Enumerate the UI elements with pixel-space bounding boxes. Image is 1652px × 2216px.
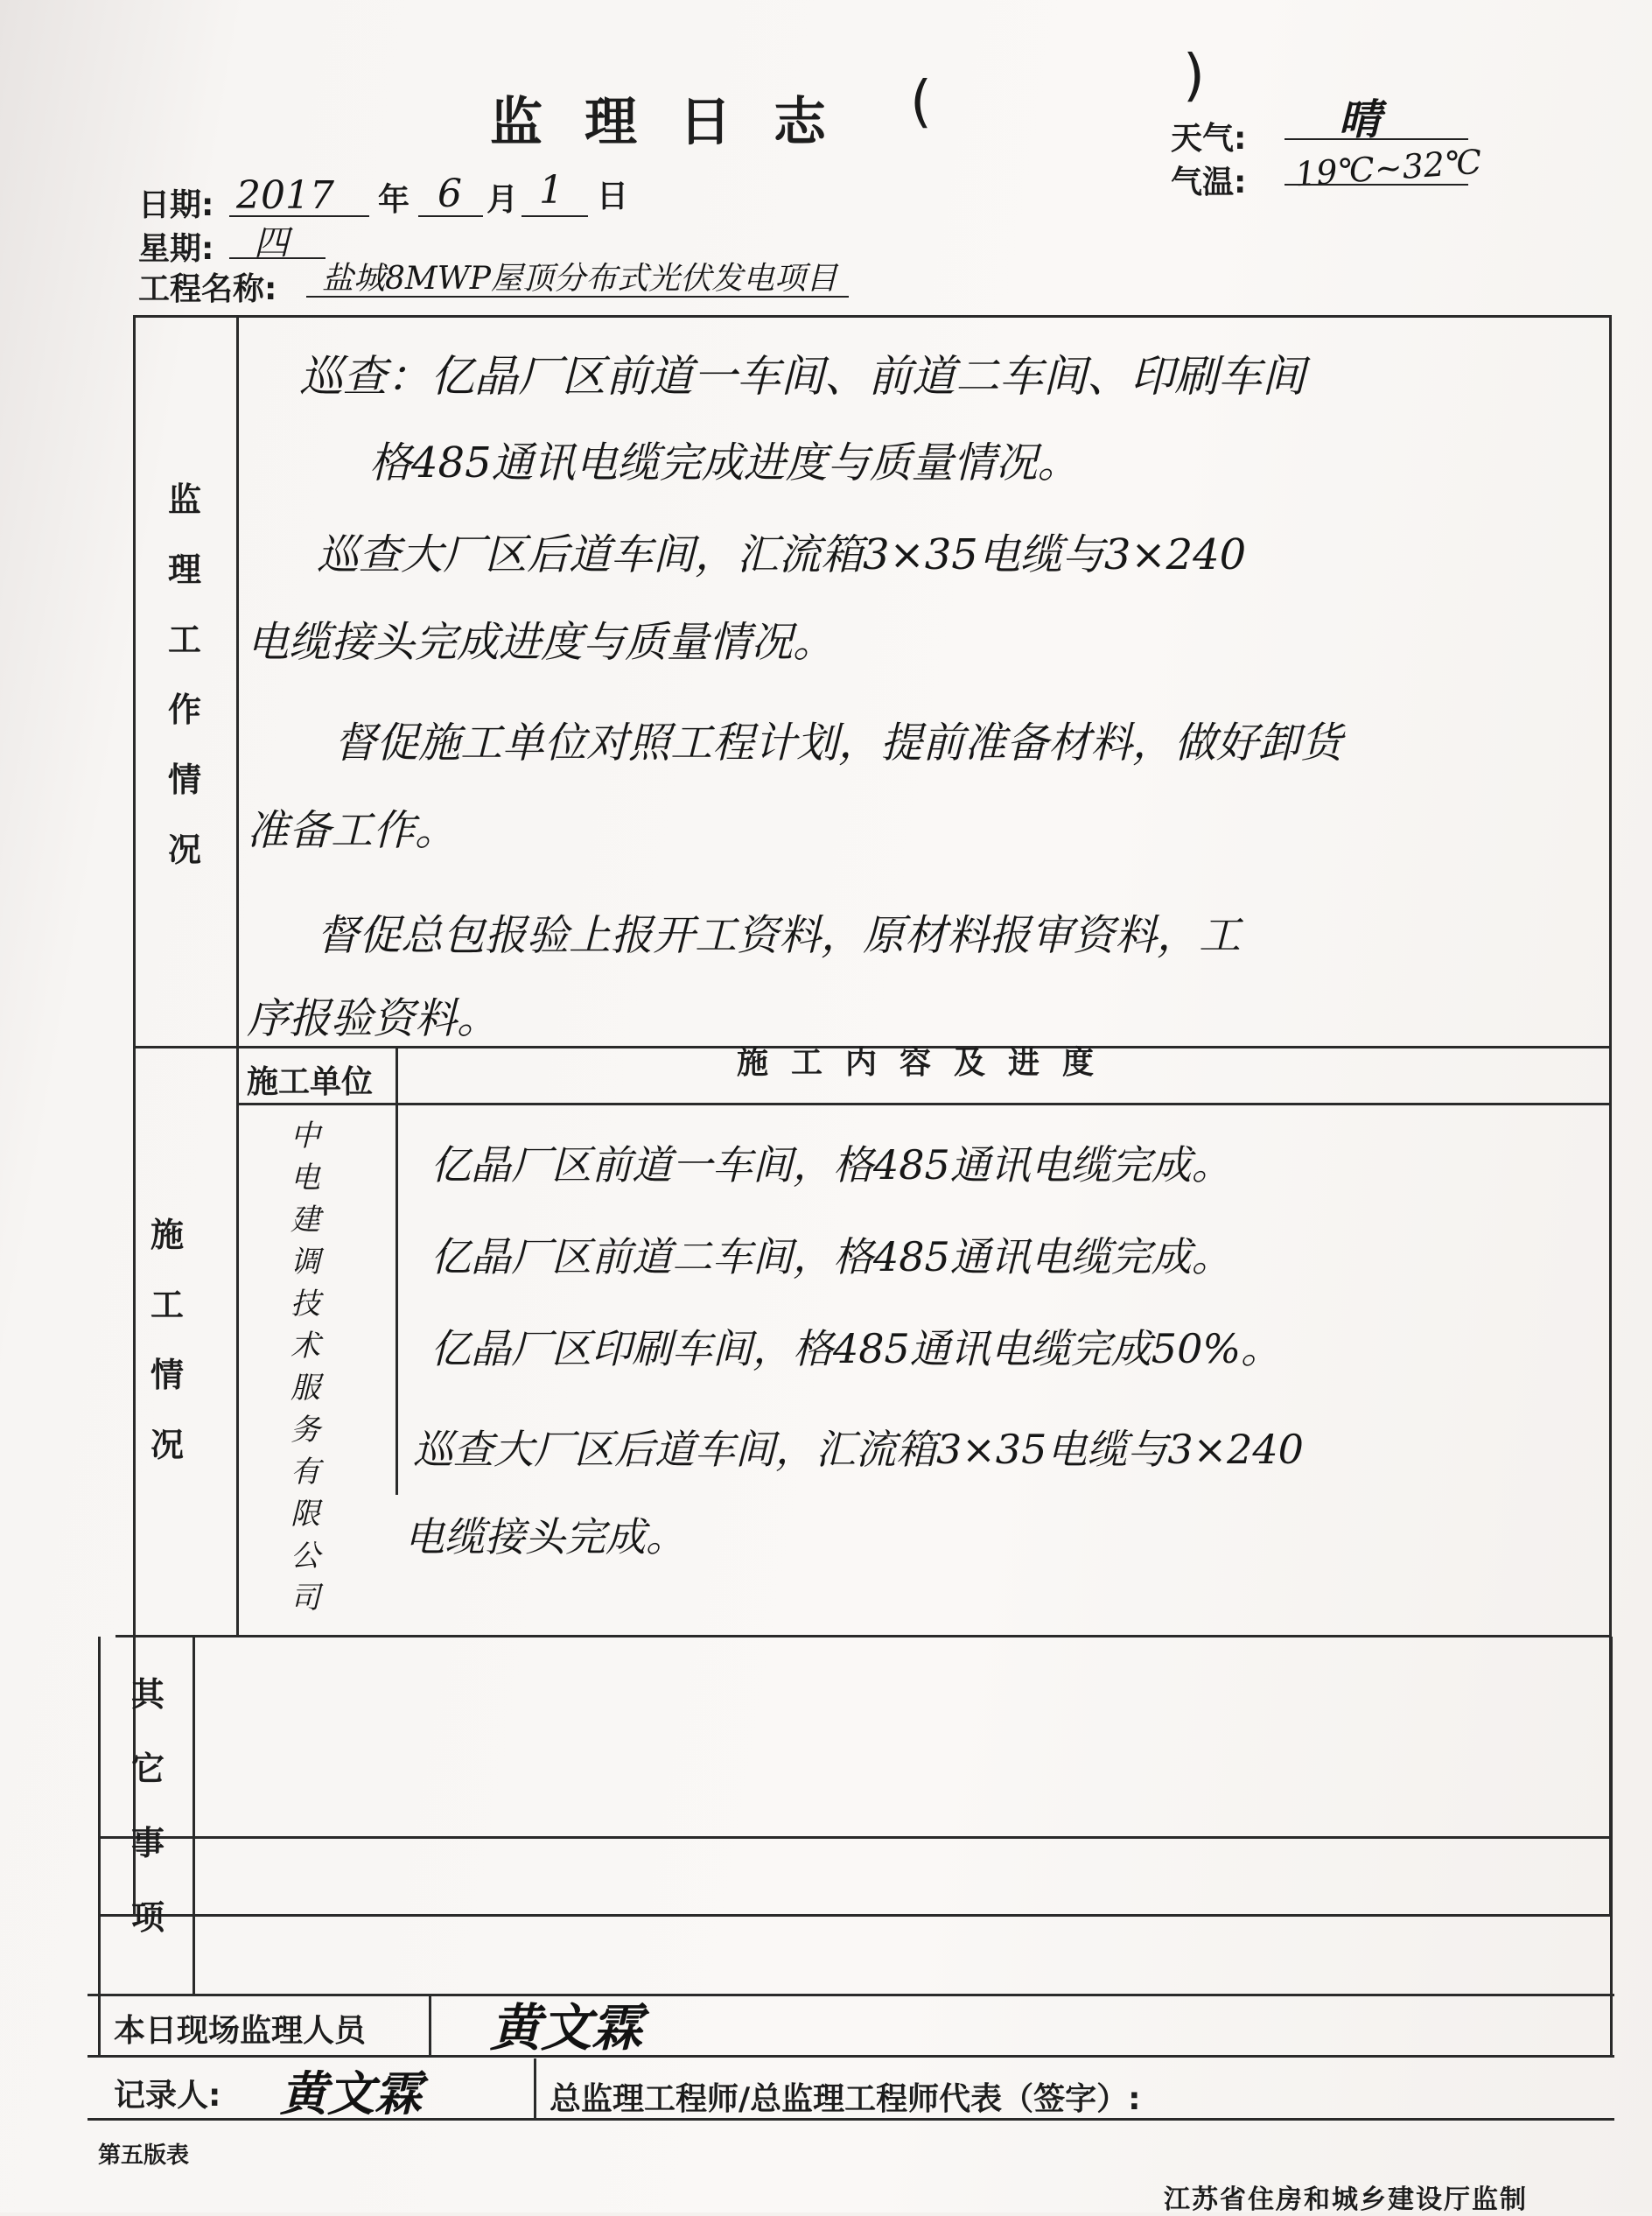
date-label: 日期: [138, 187, 214, 223]
temperature-label: 气温: [1171, 165, 1247, 200]
project-value: 盐城8MWP屋顶分布式光伏发电项目 [322, 261, 837, 297]
weather-label: 天气: [1171, 121, 1247, 157]
recorder-divider [534, 2058, 536, 2118]
project-label: 工程名称: [138, 271, 277, 307]
date-year-unit: 年 [378, 182, 410, 218]
construction-unit-char: 服 [290, 1371, 320, 1406]
title-paren-open: ( [910, 70, 932, 135]
supervision-label-char: 作 [168, 691, 202, 729]
supervision-label-char: 况 [168, 831, 202, 869]
construction-line: 亿晶厂区前道一车间，格485通讯电缆完成。 [430, 1141, 1232, 1189]
other-section-top-divider [116, 1635, 1612, 1637]
construction-unit-divider [396, 1046, 398, 1495]
other-label-char: 事 [131, 1824, 165, 1862]
page-title: 监理日志 [490, 92, 868, 153]
chief-engineer-label: 总监理工程师/总监理工程师代表（签字）: [550, 2081, 1141, 2117]
construction-unit-header: 施工单位 [247, 1064, 374, 1100]
other-label-divider [192, 1637, 195, 1995]
form-version: 第五版表 [98, 2142, 190, 2169]
supervision-line: 巡查大厂区后道车间，汇流箱3×35电缆与3×240 [317, 530, 1247, 579]
construction-label-char: 情 [150, 1356, 185, 1394]
construction-line: 亿晶厂区印刷车间，格485通讯电缆完成50%。 [430, 1325, 1282, 1372]
recorder-signature: 黄文霖 [280, 2065, 422, 2121]
supervision-line: 电缆接头完成进度与质量情况。 [247, 618, 836, 667]
date-day-unit: 日 [597, 179, 629, 214]
supervision-line: 准备工作。 [247, 806, 458, 855]
weekday-underline [229, 257, 326, 259]
construction-unit-char: 有 [290, 1455, 320, 1490]
supervision-label-char: 理 [168, 550, 202, 589]
construction-unit-char: 电 [290, 1161, 320, 1196]
construction-unit-char: 中 [290, 1119, 320, 1154]
supervision-label-char: 监 [168, 480, 202, 519]
date-year: 2017 [236, 173, 334, 218]
log-table [131, 315, 1612, 1937]
construction-unit-char: 调 [290, 1245, 320, 1280]
table-top-border [133, 315, 1612, 318]
construction-content-header: 施工内容及进度 [737, 1045, 1117, 1081]
site-staff-divider [429, 1995, 431, 2057]
temperature-value: 19℃~32℃ [1293, 142, 1483, 194]
construction-unit-char: 务 [290, 1413, 320, 1448]
signature-row-divider [98, 1836, 1612, 1839]
construction-line: 巡查大厂区后道车间，汇流箱3×35电缆与3×240 [413, 1426, 1304, 1473]
weekday-label: 星期: [138, 231, 214, 267]
date-day-underline [522, 215, 588, 217]
weekday-value: 四 [254, 223, 289, 263]
date-month-underline [418, 215, 483, 217]
construction-unit-char: 公 [290, 1539, 320, 1574]
construction-unit-char: 技 [290, 1287, 320, 1322]
other-label-char: 其 [131, 1675, 165, 1714]
construction-label-char: 施 [150, 1216, 185, 1254]
temperature-underline [1284, 184, 1468, 186]
issuer-label: 江苏省住房和城乡建设厅监制 [1164, 2184, 1528, 2215]
construction-label-char: 况 [150, 1426, 185, 1464]
supervision-line: 督促施工单位对照工程计划，提前准备材料，做好卸货 [334, 719, 1343, 768]
construction-line: 电缆接头完成。 [404, 1513, 686, 1560]
construction-unit-char: 建 [290, 1203, 320, 1238]
construction-header-divider [236, 1103, 1612, 1105]
other-label-char: 项 [131, 1898, 165, 1937]
weather-value: 晴 [1339, 95, 1382, 144]
date-month: 6 [438, 172, 462, 216]
supervision-line: 格485通讯电缆完成进度与质量情况。 [369, 438, 1080, 487]
supervision-line: 督促总包报验上报开工资料，原材料报审资料，工 [317, 911, 1242, 960]
project-underline [306, 296, 849, 298]
supervision-label-char: 工 [168, 621, 202, 659]
construction-unit-char: 术 [290, 1329, 320, 1364]
construction-unit-char: 司 [290, 1581, 320, 1616]
construction-unit-char: 限 [290, 1497, 320, 1532]
other-label-char: 它 [131, 1750, 165, 1788]
table-bottom-border [98, 1914, 1612, 1917]
weather-underline [1284, 138, 1468, 140]
recorder-label: 记录人: [114, 2078, 221, 2114]
site-staff-signature: 黄文霖 [490, 1998, 643, 2058]
site-staff-row-top [88, 1994, 1614, 1996]
site-staff-label: 本日现场监理人员 [114, 2013, 367, 2049]
construction-line: 亿晶厂区前道二车间，格485通讯电缆完成。 [430, 1233, 1232, 1280]
supervision-label-char: 情 [168, 761, 202, 799]
construction-label-char: 工 [150, 1286, 185, 1324]
date-year-underline [229, 215, 369, 217]
supervision-line: 序报验资料。 [247, 994, 500, 1043]
supervision-line: 巡查：亿晶厂区前道一车间、前道二车间、印刷车间 [299, 351, 1306, 402]
label-column-divider [236, 315, 239, 1637]
date-day: 1 [539, 168, 564, 213]
title-paren-close: ) [1183, 44, 1205, 109]
date-month-unit: 月 [486, 182, 519, 218]
